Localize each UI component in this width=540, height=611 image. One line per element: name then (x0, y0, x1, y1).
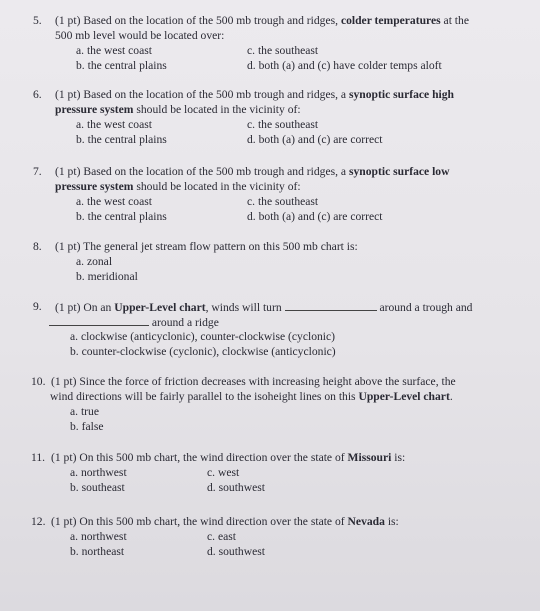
question-text: (1 pt) On this 500 mb chart, the wind direction over the state of Nevada is: (51, 515, 399, 528)
question-number: 10. (31, 375, 46, 388)
option-b: b. counter-clockwise (cyclonic), clockwise (anticyclonic) (70, 345, 336, 358)
question-number: 7. (33, 165, 42, 178)
question-number: 6. (33, 88, 42, 101)
option-b: b. the central plains (76, 133, 167, 146)
option-a: a. true (70, 405, 99, 418)
question-text-line2: around a ridge (49, 315, 219, 330)
question-text: (1 pt) Based on the location of the 500 mb trough and ridges, a synoptic surface high (55, 88, 454, 101)
question-text-line2: pressure system should be located in the vicinity of: (55, 103, 301, 116)
option-b: b. southeast (70, 481, 125, 494)
question-number: 5. (33, 14, 42, 27)
option-b: b. the central plains (76, 59, 167, 72)
question-text-line2: pressure system should be located in the vicinity of: (55, 180, 301, 193)
option-b: b. false (70, 420, 104, 433)
question-number: 8. (33, 240, 42, 253)
question-text: (1 pt) Since the force of friction decreases with increasing height above the surface, the (51, 375, 456, 388)
question-text: (1 pt) On an Upper-Level chart, winds will turn around a trough and (55, 301, 473, 314)
option-c: c. east (207, 530, 236, 543)
option-c: c. the southeast (247, 118, 319, 131)
question-number: 12. (31, 515, 46, 528)
question-text: (1 pt) The general jet stream flow pattern on this 500 mb chart is: (55, 240, 358, 253)
option-a: a. the west coast (76, 118, 152, 131)
option-a: a. zonal (76, 255, 113, 268)
option-b: b. northeast (70, 545, 125, 558)
option-d: d. southwest (207, 545, 265, 558)
question-text-line2: wind directions will be fairly parallel to the isoheight lines on this Upper-Level chart. (50, 390, 453, 403)
option-b: b. the central plains (76, 210, 167, 223)
question-text: (1 pt) Based on the location of the 500 mb trough and ridges, a synoptic surface low (55, 165, 450, 178)
option-d: d. both (a) and (c) have colder temps aloft (247, 59, 442, 72)
option-d: d. southwest (207, 481, 265, 494)
option-a: a. the west coast (76, 195, 152, 208)
question-text: (1 pt) On this 500 mb chart, the wind direction over the state of Missouri is: (51, 451, 406, 464)
option-c: c. the southeast (247, 195, 319, 208)
option-d: d. both (a) and (c) are correct (247, 210, 383, 223)
option-a: a. clockwise (anticyclonic), counter-clockwise (cyclonic) (70, 330, 336, 343)
answer-blank[interactable] (49, 315, 149, 326)
question-number: 11. (31, 451, 46, 464)
question-number: 9. (33, 300, 42, 313)
answer-blank[interactable] (285, 300, 377, 311)
option-c: c. west (207, 466, 240, 479)
option-c: c. the southeast (247, 44, 319, 57)
question-text: (1 pt) Based on the location of the 500 mb trough and ridges, colder temperatures at the (55, 14, 469, 27)
option-a: a. northwest (70, 466, 127, 479)
option-a: a. the west coast (76, 44, 152, 57)
option-b: b. meridional (76, 270, 138, 283)
option-a: a. northwest (70, 530, 127, 543)
option-d: d. both (a) and (c) are correct (247, 133, 383, 146)
question-text-line2: 500 mb level would be located over: (55, 29, 225, 42)
